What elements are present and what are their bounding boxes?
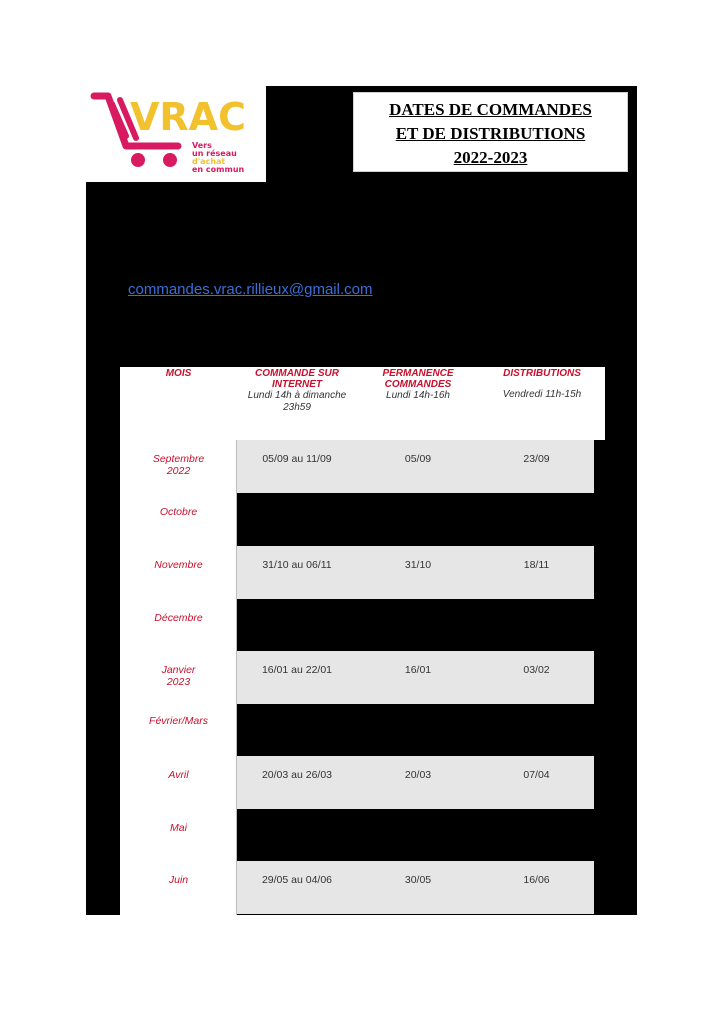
table-row (120, 440, 594, 493)
cell-commande: 05/09 au 11/09 (262, 453, 332, 465)
table-row (120, 861, 594, 914)
cell-permanence: 16/01 (404, 664, 432, 676)
header-distributions-sub: Vendredi 11h-15h (502, 389, 582, 400)
table-header (120, 367, 605, 440)
logo-tagline-1: Vers (192, 141, 212, 150)
logo-wordmark: VRAC (130, 95, 246, 139)
row-data (237, 651, 594, 704)
row-month-name: Mai (170, 822, 187, 834)
row-data (237, 546, 594, 599)
table-row (120, 493, 594, 546)
header-permanence-title: PERMANENCE COMMANDES (382, 368, 454, 390)
header-commande (237, 367, 357, 414)
row-month-name: Novembre (154, 559, 203, 571)
header-permanence (357, 367, 479, 402)
cell-distribution: 07/04 (523, 769, 550, 781)
shopping-cart-icon (86, 86, 266, 182)
table-row (120, 651, 594, 704)
title-line-1: DATES DE COMMANDES (389, 100, 592, 119)
cell-distribution: 18/11 (523, 559, 550, 571)
table-row (120, 809, 594, 862)
table-row (120, 756, 594, 809)
row-month-name: Octobre (159, 506, 198, 518)
header-mois-title: MOIS (165, 368, 192, 379)
row-month-name: Juin (168, 874, 189, 886)
row-data (237, 756, 594, 809)
header-permanence-sub: Lundi 14h-16h (386, 390, 450, 401)
cell-commande: 29/05 au 04/06 (261, 874, 333, 886)
cell-distribution: 03/02 (523, 664, 550, 676)
row-data (237, 704, 594, 757)
row-data (237, 440, 594, 493)
cell-permanence: 30/05 (404, 874, 432, 886)
cell-commande: 16/01 au 22/01 (261, 664, 333, 676)
row-data (237, 599, 594, 652)
row-month-year: 2023 (166, 676, 191, 688)
cell-commande: 20/03 au 26/03 (261, 769, 333, 781)
email-link[interactable]: commandes.vrac.rillieux@gmail.com (128, 281, 373, 298)
cell-permanence: 20/03 (404, 769, 432, 781)
row-month-name: Janvier (161, 664, 196, 676)
vrac-logo (86, 86, 266, 182)
document-title (353, 92, 628, 172)
row-data (237, 809, 594, 862)
row-month-name: Février/Mars (149, 715, 208, 727)
cell-commande: 31/10 au 06/11 (262, 559, 332, 571)
header-commande-sub: Lundi 14h à dimanche 23h59 (247, 390, 347, 413)
table-row (120, 599, 594, 652)
table-row (120, 704, 594, 757)
logo-tagline-3: d'achat (192, 157, 226, 166)
table-row (120, 546, 594, 599)
cell-permanence: 05/09 (404, 453, 432, 465)
title-line-2: ET DE DISTRIBUTIONS (395, 124, 586, 143)
row-month-name: Avril (168, 769, 189, 781)
title-line-3: 2022-2023 (453, 148, 528, 167)
cell-permanence: 31/10 (404, 559, 432, 571)
cell-distribution: 23/09 (523, 453, 550, 465)
logo-tagline-2: un réseau (192, 149, 237, 158)
row-month-year: 2022 (166, 465, 191, 477)
row-month (120, 861, 237, 927)
header-distributions (479, 367, 605, 401)
row-data (237, 493, 594, 546)
header-commande-title: COMMANDE SUR INTERNET (255, 368, 339, 390)
cell-distribution: 16/06 (523, 874, 550, 886)
header-mois (120, 367, 237, 379)
header-distributions-title: DISTRIBUTIONS (503, 368, 581, 379)
row-data (237, 861, 594, 914)
logo-tagline-4: en commun (192, 165, 245, 174)
row-month-name: Décembre (154, 612, 203, 624)
row-month-name: Septembre (152, 453, 205, 465)
